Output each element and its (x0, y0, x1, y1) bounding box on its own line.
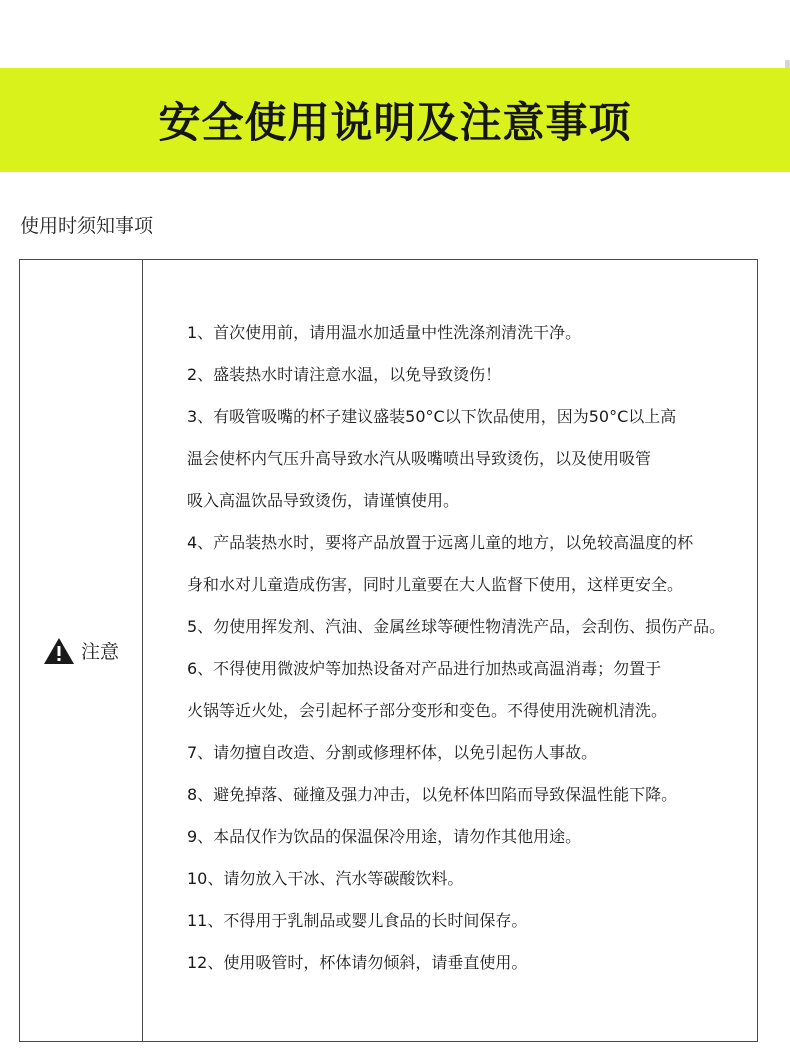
notice-line-5: 吸入高温饮品导致烫伤，请谨慎使用。 (187, 491, 460, 510)
notice-line-6: 4、产品装热水时，要将产品放置于远离儿童的地方，以免较高温度的杯 (187, 533, 694, 552)
notice-line-10: 火锅等近火处，会引起杯子部分变形和变色。不得使用洗碗机清洗。 (187, 701, 668, 720)
notice-line-8: 5、勿使用挥发剂、汽油、金属丝球等硬性物清洗产品，会刮伤、损伤产品。 (187, 617, 726, 636)
notice-line-12: 8、避免掉落、碰撞及强力冲击，以免杯体凹陷而导致保温性能下降。 (187, 785, 678, 804)
section-heading: 使用时须知事项 (20, 215, 154, 237)
notice-line-14: 10、请勿放入干冰、汽水等碳酸饮料。 (187, 869, 464, 888)
notice-line-2: 2、盛装热水时请注意水温，以免导致烫伤！ (187, 365, 502, 384)
title-banner (0, 68, 790, 172)
notice-line-3: 3、有吸管吸嘴的杯子建议盛装50°C以下饮品使用，因为50°C以上高 (187, 407, 677, 426)
warning-triangle-icon (43, 637, 75, 665)
notice-line-4: 温会使杯内气压升高导致水汽从吸嘴喷出导致烫伤，以及使用吸管 (187, 449, 652, 468)
notice-line-9: 6、不得使用微波炉等加热设备对产品进行加热或高温消毒；勿置于 (187, 659, 662, 678)
page-title: 安全使用说明及注意事项 (158, 98, 632, 147)
notice-label: 注意 (80, 641, 119, 663)
notice-line-1: 1、首次使用前，请用温水加适量中性洗涤剂清洗干净。 (187, 323, 582, 342)
notice-content-cell (143, 260, 757, 1041)
notice-table (19, 259, 758, 1042)
notice-line-15: 11、不得用于乳制品或婴儿食品的长时间保存。 (187, 911, 528, 930)
notice-line-16: 12、使用吸管时，杯体请勿倾斜，请垂直使用。 (187, 953, 528, 972)
notice-line-7: 身和水对儿童造成伤害，同时儿童要在大人监督下使用，这样更安全。 (187, 575, 684, 594)
notice-label-cell (20, 260, 143, 1041)
notice-line-13: 9、本品仅作为饮品的保温保冷用途，请勿作其他用途。 (187, 827, 582, 846)
notice-line-11: 7、请勿擅自改造、分割或修理杯体，以免引起伤人事故。 (187, 743, 598, 762)
